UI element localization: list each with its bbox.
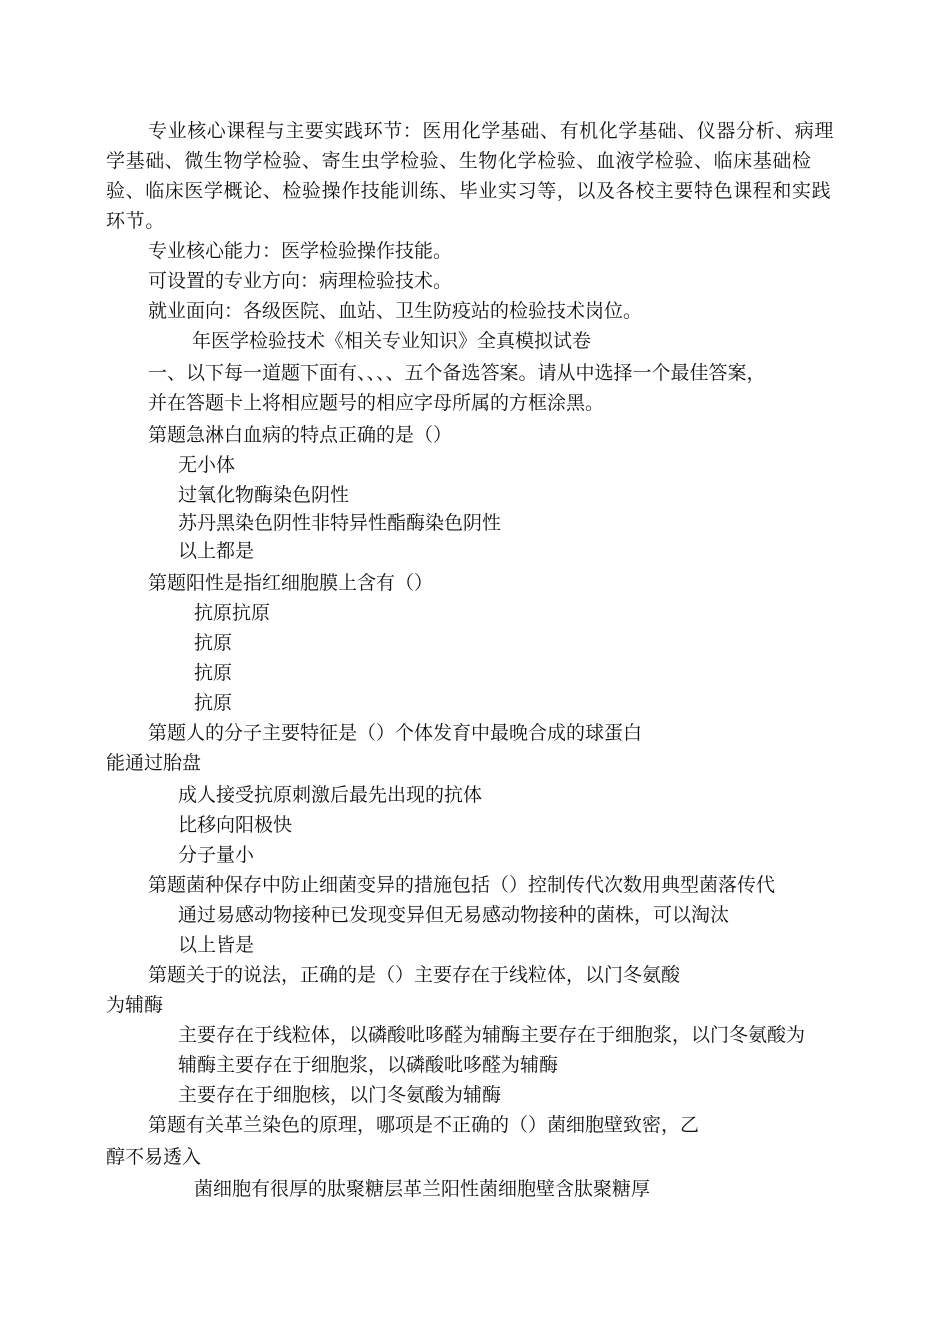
question-option: 抗原 [194,692,233,714]
question-stem: 第题急淋白血病的特点正确的是（） [148,424,453,446]
core-courses-paragraph: 专业核心课程与主要实践环节：医用化学基础、有机化学基础、仪器分析、病理学基础、微生物学检验、寄生虫学检验、生物化学检验、血液学检验、临床基础检验、临床医学概论、检验操作技能训练、毕业实习等，以及各校主要特色课程和实践环节。 [106,120,835,232]
question-option: 抗原抗原 [194,602,271,624]
core-ability-paragraph: 专业核心能力：医学检验操作技能。 [148,240,453,262]
question-option: 主要存在于细胞核，以门冬氨酸为辅酶 [178,1084,502,1106]
question-option: 通过易感动物接种已发现变异但无易感动物接种的菌株，可以淘汰 [178,904,730,926]
question-stem-wrap: 为辅酶 [106,994,164,1016]
question-option: 无小体 [178,454,236,476]
question-option: 主要存在于线粒体，以磷酸吡哆醛为辅酶主要存在于细胞浆，以门冬氨酸为 [178,1024,806,1046]
question-stem: 第题有关革兰染色的原理，哪项是不正确的（）菌细胞壁致密，乙 [148,1114,700,1136]
question-option: 抗原 [194,632,233,654]
question-option: 菌细胞有很厚的肽聚糖层革兰阳性菌细胞壁含肽聚糖厚 [194,1178,651,1200]
exam-title: 年医学检验技术《相关专业知识》全真模拟试卷 [192,330,592,352]
question-option: 辅酶主要存在于细胞浆，以磷酸吡哆醛为辅酶 [178,1054,559,1076]
question-stem: 第题菌种保存中防止细菌变异的措施包括（）控制传代次数用典型菌落传代 [148,874,776,896]
question-option: 以上皆是 [178,934,255,956]
direction-paragraph: 可设置的专业方向：病理检验技术。 [148,270,453,292]
question-stem: 第题阳性是指红细胞膜上含有（） [148,572,434,594]
question-option: 苏丹黑染色阴性非特异性酯酶染色阴性 [178,512,502,534]
question-option: 比移向阳极快 [178,814,293,836]
employment-paragraph: 就业面向：各级医院、血站、卫生防疫站的检验技术岗位。 [148,300,643,322]
question-stem: 第题关于的说法，正确的是（）主要存在于线粒体，以门冬氨酸 [148,964,681,986]
question-stem-wrap: 能通过胎盘 [106,752,202,774]
question-stem: 第题人的分子主要特征是（）个体发育中最晚合成的球蛋白 [148,722,643,744]
question-option: 分子量小 [178,844,255,866]
question-option: 过氧化物酶染色阴性 [178,484,350,506]
question-option: 抗原 [194,662,233,684]
question-stem-wrap: 醇不易透入 [106,1146,202,1168]
question-option: 成人接受抗原刺激后最先出现的抗体 [178,784,483,806]
instructions-line-2: 并在答题卡上将相应题号的相应字母所属的方框涂黑。 [148,392,605,414]
instructions-line-1: 一、以下每一道题下面有、、、、五个备选答案。请从中选择一个最佳答案， [148,362,766,384]
question-option: 以上都是 [178,540,255,562]
